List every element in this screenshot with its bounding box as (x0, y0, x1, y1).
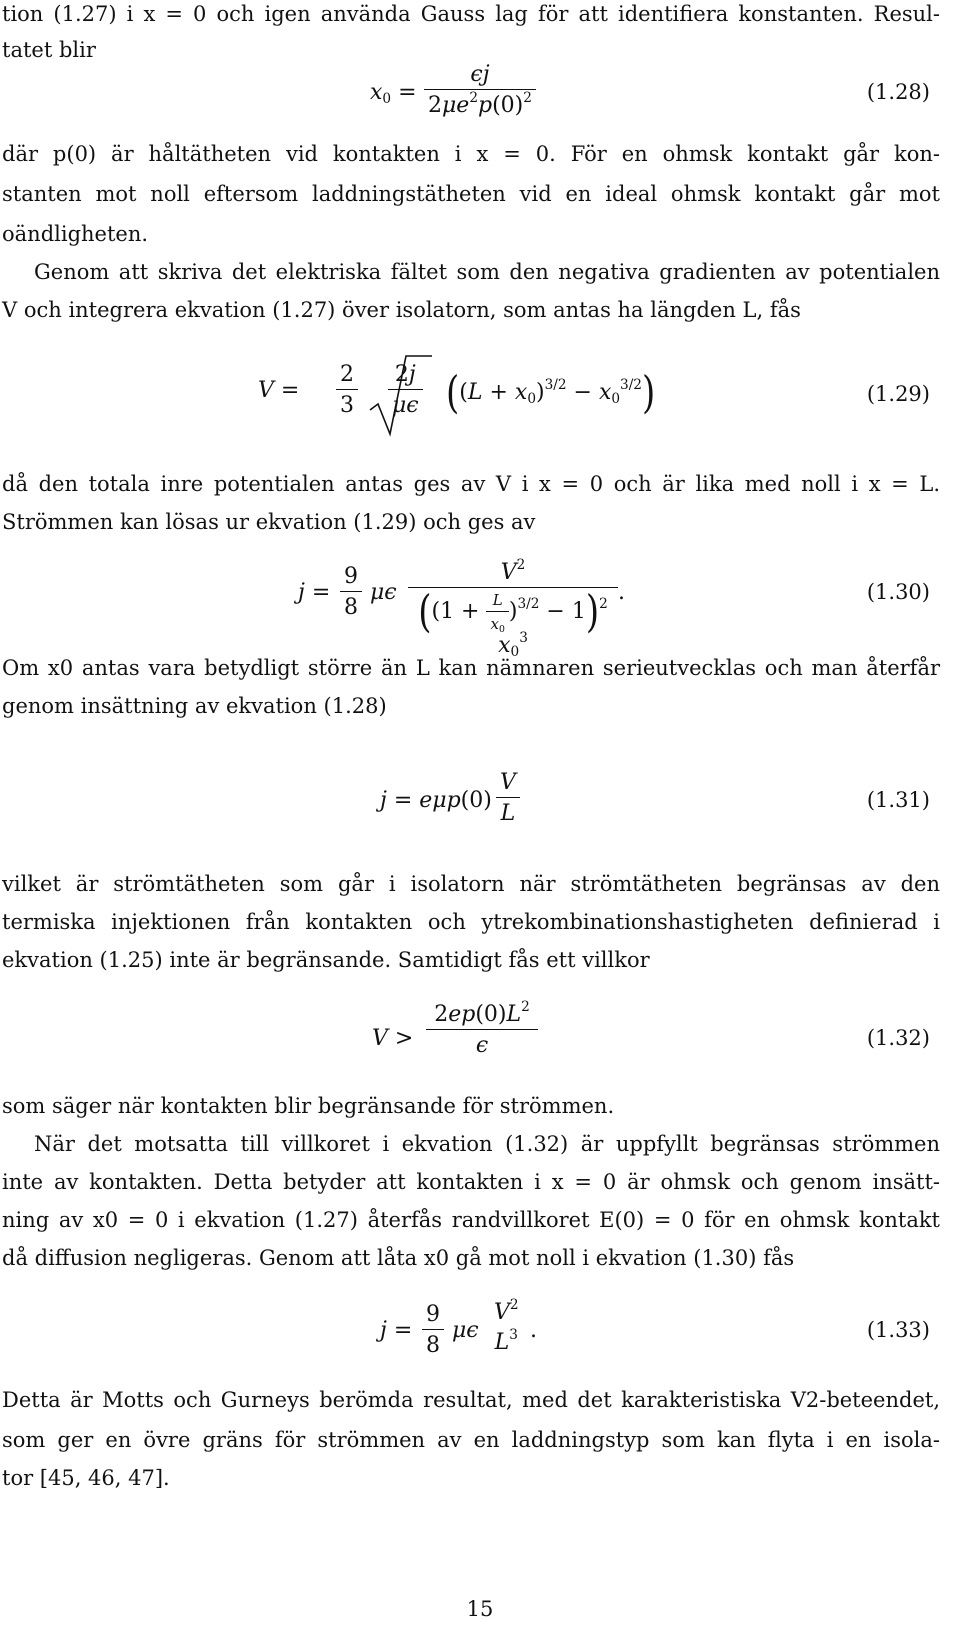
text-line: ning av x0 = 0 i ekvation (1.27) återfås randvillkoret E(0) = 0 för en ohmsk kontakt (2, 1208, 940, 1232)
equation-number: (1.28) (866, 80, 930, 104)
text-line: som ger en övre gräns för strömmen av en laddningstyp som kan flyta i en isola- (2, 1428, 940, 1452)
eq-fraction: $\frac{V}{L}$ (496, 770, 520, 826)
text-line: Om x0 antas vara betydligt större än L kan nämnaren serieutvecklas och man återfår (2, 656, 940, 680)
eq-fraction: $V^2$ $L^3$ (494, 1296, 519, 1355)
equation-number: (1.33) (866, 1318, 930, 1342)
eq-mu-epsilon: μϵ (452, 1318, 479, 1343)
text-line: vilket är strömtätheten som går i isolatorn när strömtätheten begränsas av den (2, 872, 940, 896)
eq-coefficient: $\frac{9}{8}$ (422, 1302, 444, 1358)
text-line: tor [45, 46, 47]. (2, 1466, 170, 1490)
text-line: ekvation (1.25) inte är begränsande. Samtidigt fås ett villkor (2, 948, 650, 972)
equation-1-29 (0, 352, 960, 442)
text-line: termiska injektionen från kontakten och ytrekombinationshastigheten definierad i (2, 910, 940, 934)
eq-lhs: j = eμp(0) (380, 788, 492, 813)
text-line: som säger när kontakten blir begränsande för strömmen. (2, 1094, 615, 1118)
text-line: inte av kontakten. Detta betyder att kontakten i x = 0 är ohmsk och genom insätt- (2, 1170, 940, 1194)
text-line: När det motsatta till villkoret i ekvation (1.32) är uppfyllt begränsas strömmen (34, 1132, 940, 1156)
equation-number: (1.31) (866, 788, 930, 812)
eq-fraction (424, 62, 536, 118)
page-number: 15 (466, 1597, 494, 1621)
eq-denominator: $2\mu e^2p(0)^2$ (424, 89, 536, 118)
text-line: oändligheten. (2, 222, 149, 246)
equation-1-28 (0, 62, 960, 126)
text-line: Genom att skriva det elektriska fältet som den negativa gradienten av potentialen (34, 260, 940, 284)
text-line: tion (1.27) i x = 0 och igen använda Gauss lag för att identifiera konstanten. Resul- (2, 2, 940, 26)
equation-number: (1.32) (866, 1026, 930, 1050)
text-line: då den totala inre potentialen antas ges av V i x = 0 och är lika med noll i x = L. (2, 472, 940, 496)
text-line: Detta är Motts och Gurneys berömda resultat, med det karakteristiska V2-beteendet, (2, 1388, 940, 1412)
equation-number: (1.29) (866, 382, 930, 406)
eq-tail: . (618, 580, 625, 605)
eq-lhs: $x_0$ = (370, 80, 417, 108)
eq-tail: . (530, 1318, 537, 1343)
eq-body: $((L + x_0)^{3/2} - x_0^{3/2})$ (446, 367, 656, 419)
eq-fraction: $V^2$ ((1 + $\frac{L}{x_0}$ )$^{3/2}$ − 1)$^2$ $x_0^3$ (408, 560, 618, 658)
equation-1-30 (0, 556, 960, 661)
text-line: stanten mot noll eftersom laddningstätheten vid en ideal ohmsk kontakt går mot (2, 182, 940, 206)
text-line: då diffusion negligeras. Genom att låta x0 gå mot noll i ekvation (1.30) fås (2, 1246, 795, 1270)
eq-coefficient: $\frac{2}{3}$ (336, 362, 358, 418)
equation-1-33 (0, 1298, 960, 1372)
text-line: Strömmen kan lösas ur ekvation (1.29) och ges av (2, 510, 536, 534)
eq-numerator: ϵj (470, 62, 490, 87)
text-line: tatet blir (2, 38, 96, 62)
eq-lhs: V = (258, 378, 300, 403)
eq-lhs: j = (380, 1318, 413, 1343)
eq-coefficient: $\frac{9}{8}$ (340, 564, 362, 620)
text-line: genom insättning av ekvation (1.28) (2, 694, 387, 718)
eq-mu-epsilon: μϵ (370, 580, 397, 605)
equation-number: (1.30) (866, 580, 930, 604)
eq-lhs: V > (372, 1026, 414, 1051)
text-line: där p(0) är håltätheten vid kontakten i x = 0. För en ohmsk kontakt går kon- (2, 142, 940, 166)
equation-1-31 (0, 770, 960, 840)
eq-lhs: j = (298, 580, 331, 605)
eq-root-fraction: $\frac{2j}{\mu\epsilon}$ (388, 362, 423, 418)
text-line: V och integrera ekvation (1.27) över isolatorn, som antas ha längden L, fås (2, 298, 801, 322)
eq-fraction: $\frac{2ep(0)L^2}{\epsilon}$ (426, 1002, 538, 1058)
equation-1-32 (0, 1000, 960, 1082)
